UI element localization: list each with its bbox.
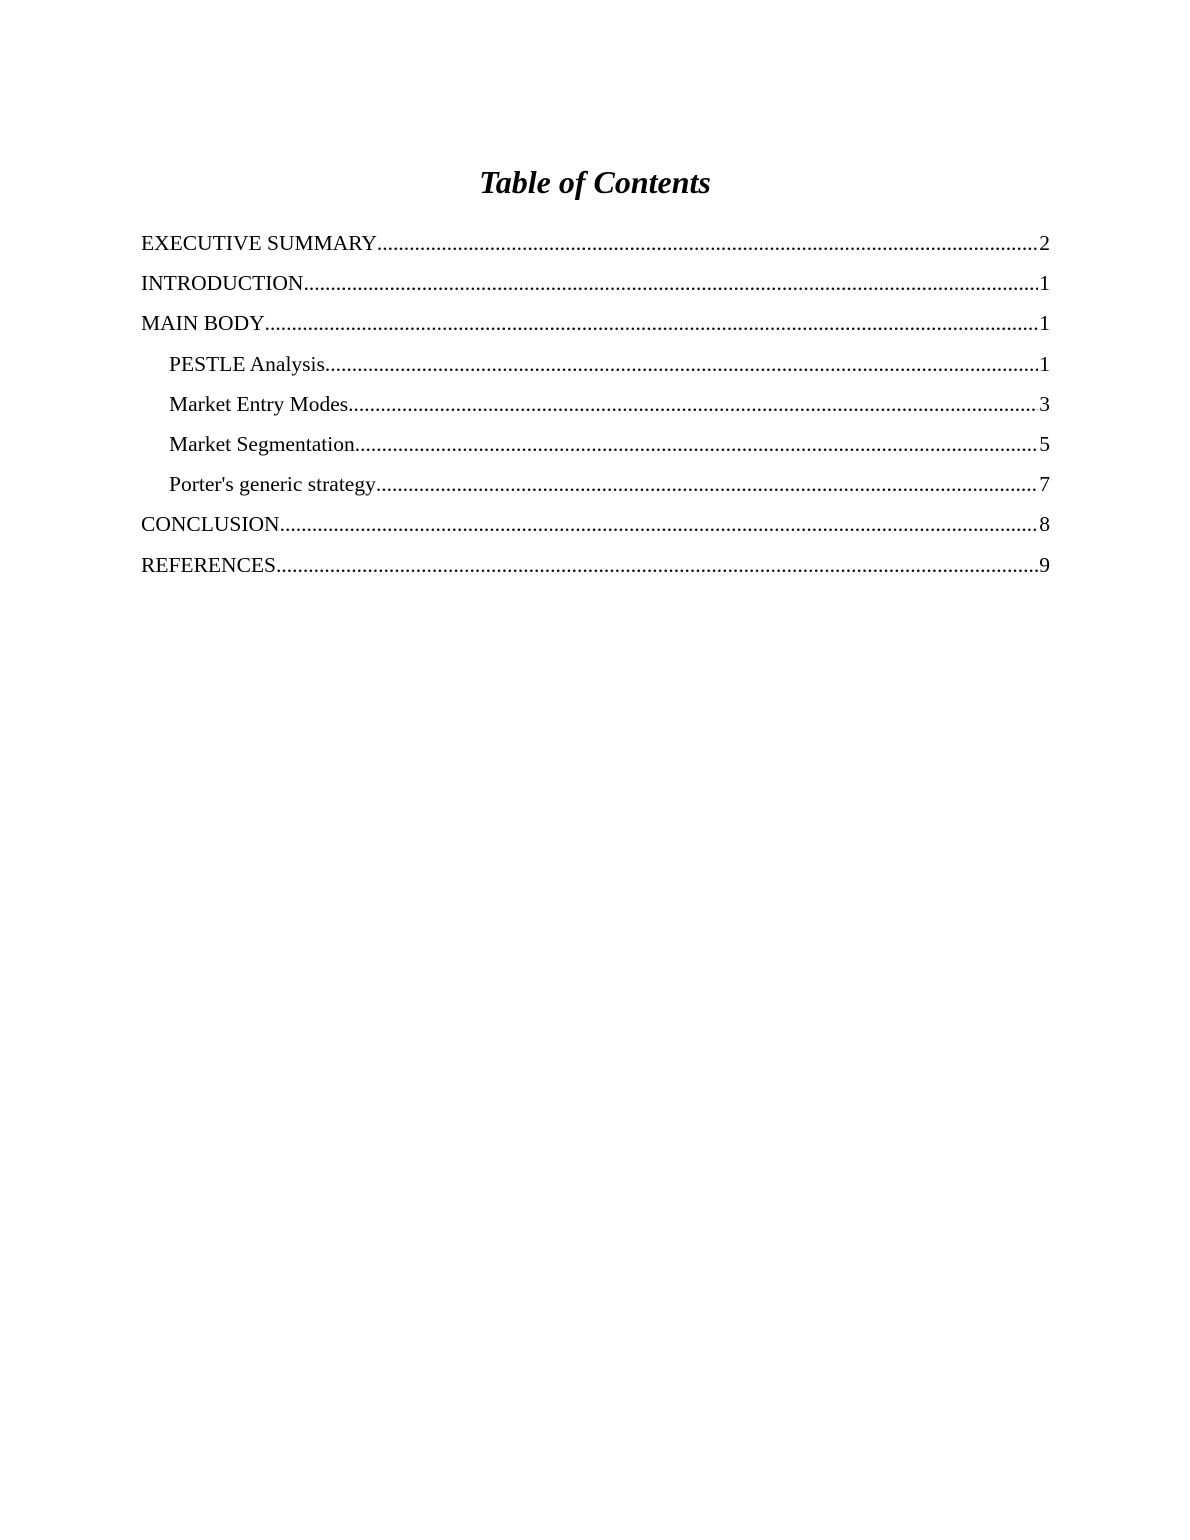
toc-entry-label: Market Segmentation: [169, 431, 355, 456]
toc-entry-page-number: 2: [1039, 231, 1050, 255]
toc-entry-market-segmentation[interactable]: [141, 425, 1050, 465]
toc-entry-page-number: 1: [1039, 271, 1050, 296]
toc-entry-main-body[interactable]: [141, 304, 1050, 344]
toc-entry-executive-summary[interactable]: [141, 224, 1050, 264]
dot-leader: [376, 465, 1038, 503]
dot-leader: [276, 546, 1038, 584]
toc-entry-page-number: 5: [1039, 431, 1050, 456]
toc-entry-page-number: 3: [1039, 391, 1050, 416]
toc-entry-page-number: 1: [1039, 311, 1050, 336]
dot-leader: [377, 224, 1038, 262]
dot-leader: [348, 385, 1038, 423]
toc-entry-page-number: 8: [1039, 512, 1050, 537]
table-of-contents: [141, 224, 1050, 586]
toc-entry-label: CONCLUSION: [141, 512, 280, 537]
page-title: Table of Contents: [479, 164, 711, 200]
toc-entry-label: REFERENCES: [141, 552, 276, 577]
toc-entry-label: PESTLE Analysis: [169, 351, 325, 376]
toc-entry-market-entry-modes[interactable]: [141, 385, 1050, 425]
toc-entry-pestle-analysis[interactable]: [141, 345, 1050, 385]
toc-entry-conclusion[interactable]: [141, 505, 1050, 545]
toc-entry-references[interactable]: [141, 546, 1050, 586]
toc-entry-page-number: 7: [1039, 472, 1050, 497]
toc-entry-label: INTRODUCTION: [141, 271, 304, 296]
toc-entry-label: EXECUTIVE SUMMARY: [141, 231, 377, 255]
dot-leader: [355, 425, 1039, 463]
toc-entry-label: Market Entry Modes: [169, 391, 349, 416]
toc-entry-page-number: 1: [1039, 351, 1050, 376]
toc-entry-introduction[interactable]: [141, 264, 1050, 304]
toc-entry-label: Porter's generic strategy: [169, 472, 376, 497]
toc-entry-page-number: 9: [1039, 552, 1050, 577]
dot-leader: [280, 505, 1039, 543]
dot-leader: [325, 345, 1038, 383]
toc-entry-label: MAIN BODY: [141, 311, 265, 336]
toc-entry-porters-generic-strategy[interactable]: [141, 465, 1050, 505]
dot-leader: [265, 304, 1039, 342]
dot-leader: [303, 264, 1038, 302]
